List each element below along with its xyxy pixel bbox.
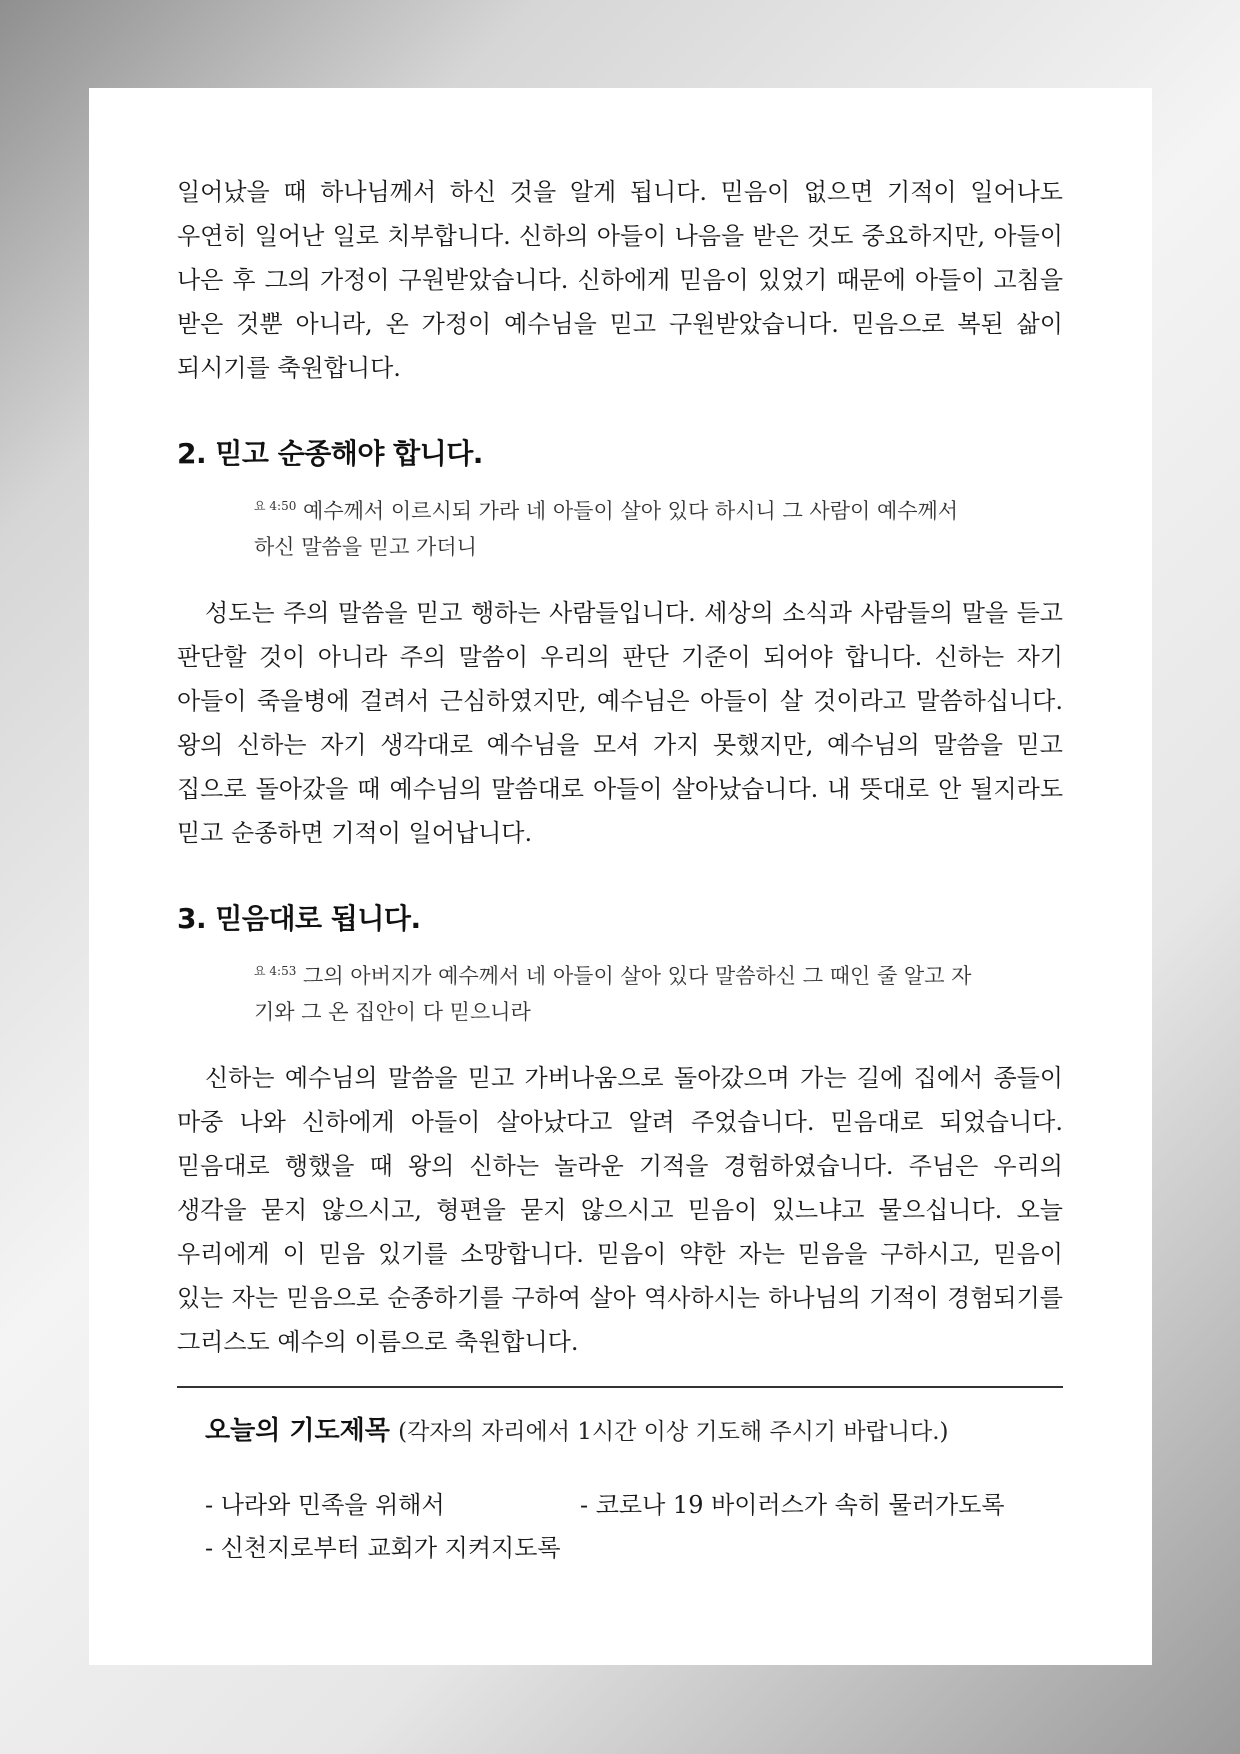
section-2-heading: 2. 믿고 순종해야 합니다. — [177, 437, 483, 470]
section-2-paragraph: 성도는 주의 말씀을 믿고 행하는 사람들입니다. 세상의 소식과 사람들의 말을 듣고 판단할 것이 아니라 주의 말씀이 우리의 판단 기준이 되어야 합니다. 신하는 자기 아들이 죽을병에 걸려서 근심하였지만, 예수님은 아들이 살 것이라고 말씀하십니다. 왕의 신하는 자기 생각대로 예수님을 모셔 가지 못했지만, 예수님의 말씀을 믿고 집으로 돌아갔을 때 예수님의 말씀대로 아들이 살아났습니다. 내 뜻대로 안 될지라도 믿고 순종하면 기적이 일어납니다. — [177, 599, 1063, 847]
section-2-verse — [177, 488, 984, 565]
section-3-paragraph: 신하는 예수님의 말씀을 믿고 가버나움으로 돌아갔으며 가는 길에 집에서 종들이 마중 나와 신하에게 아들이 살아났다고 알려 주었습니다. 믿음대로 되었습니다. 믿음대로 행했을 때 왕의 신하는 놀라운 기적을 경험하였습니다. 주님은 우리의 생각을 묻지 않으시고, 형편을 묻지 않으시고 믿음이 있느냐고 물으십니다. 오늘 우리에게 이 믿음 있기를 소망합니다. 믿음이 약한 자는 믿음을 구하시고, 믿음이 있는 자는 믿음으로 순종하기를 구하여 살아 역사하시는 하나님의 기적이 경험되기를 그리스도 예수의 이름으로 축원합니다. — [177, 1064, 1063, 1356]
document-page — [89, 88, 1152, 1665]
verse-reference: 요 4:53 — [254, 964, 297, 978]
prayer-item: - 신천지로부터 교회가 지켜지도록 — [205, 1534, 561, 1562]
verse-text: 예수께서 이르시되 가라 네 아들이 살아 있다 하시니 그 사람이 예수께서 하신 말씀을 믿고 가더니 — [254, 499, 959, 559]
intro-paragraph: 일어났을 때 하나님께서 하신 것을 알게 됩니다. 믿음이 없으면 기적이 일어나도 우연히 일어난 일로 치부합니다. 신하의 아들이 나음을 받은 것도 중요하지만, 아들이 나은 후 그의 가정이 구원받았습니다. 신하에게 믿음이 있었기 때문에 아들이 고침을 받은 것뿐 아니라, 온 가정이 예수님을 믿고 구원받았습니다. 믿음으로 복된 삶이 되시기를 축원합니다. — [177, 178, 1063, 382]
section-3-heading: 3. 믿음대로 됩니다. — [177, 902, 421, 935]
prayer-item: - 코로나 19 바이러스가 속히 물러가도록 — [580, 1491, 1005, 1519]
prayer-item: - 나라와 민족을 위해서 — [205, 1491, 445, 1519]
prayer-title — [177, 1410, 1063, 1447]
verse-reference: 요 4:50 — [254, 499, 297, 513]
section-3-verse — [177, 953, 984, 1030]
prayer-title-main: 오늘의 기도제목 — [205, 1416, 390, 1446]
verse-text: 그의 아버지가 예수께서 네 아들이 살아 있다 말씀하신 그 때인 줄 알고 자기와 그 온 집안이 다 믿으니라 — [254, 964, 972, 1024]
prayer-title-subtitle: (각자의 자리에서 1시간 이상 기도해 주시기 바랍니다.) — [398, 1419, 949, 1445]
